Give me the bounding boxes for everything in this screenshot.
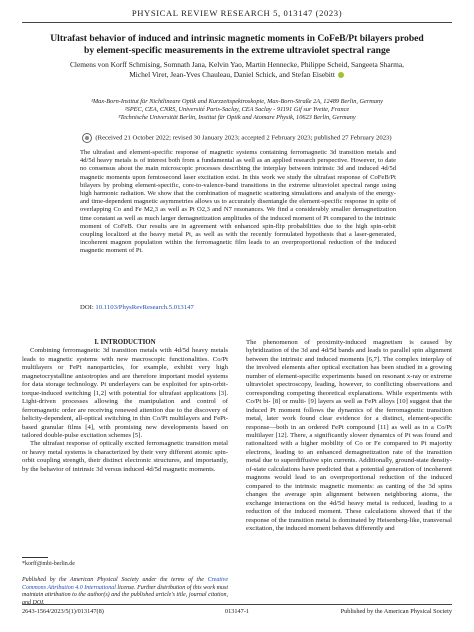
doi-line — [80, 304, 194, 311]
corresponding-email: *korff@mbi-berlin.de — [22, 561, 75, 567]
received-text: (Received 21 October 2022; revised 30 January 2023; accepted 2 February 2023; published 27 February 2023) — [95, 134, 392, 142]
intro-paragraph-1: Combining ferromagnetic 3d transition metals with 4d/5d heavy metals leads to magnetic systems with new macroscopic functionalities. Co/Pt multilayers or FePt nanoparticles, for example, exhibit very high magnetocrystalline anisotropies and are therefore important model systems for data storage technology. Pt underlayers can be exploited for spin-orbit-torque-induced switching [1,2] with potential for ultrafast applications [3]. Light-driven processes allowing the manipulation and control of ferromagnetic order are receiving renewed attention due to the discovery of helicity-dependent, all-optical switching in thin Co/Pt multilayers and FePt-based granular films [4], with promising new developments based on tailored double-pulse excitation schemes [5]. — [22, 347, 228, 439]
doi-label: DOI: — [80, 304, 94, 311]
author-list — [26, 60, 448, 79]
orcid-icon[interactable] — [338, 72, 344, 78]
license-before: Published by the American Physical Society under the terms of the — [22, 577, 208, 583]
affiliation-2: ²SPEC, CEA, CNRS, Université Paris-Saclay, CEA Saclay - 91191 Gif sur Yvette, France — [124, 106, 350, 113]
right-column — [246, 339, 452, 533]
title-line-1: Ultrafast behavior of induced and intrinsic magnetic moments in CoFeB/Pt bilayers probed — [50, 33, 424, 44]
title-line-2: by element-specific measurements in the extreme ultraviolet spectral range — [83, 44, 391, 56]
footnote-rule — [22, 557, 48, 558]
footer-issn: 2643-1564/2023/5(1)/013147(8) — [22, 608, 104, 615]
received-dates — [26, 133, 448, 143]
check-for-updates-icon[interactable] — [82, 133, 92, 143]
license-after: license. Further distribution of this work must maintain attribution to the author(s) and the published article's title, journal citation, and DOI. — [22, 584, 228, 606]
intro-paragraph-2: The ultrafast response of optically excited ferromagnetic transition metal or heavy metal systems is characterized by their very different atomic spin-orbit coupling strength, their distinct electronic structures, and importantly, by the behavior of intrinsic 3d versus induced 4d/5d magnetic moments. — [22, 440, 228, 473]
author-line-2 — [26, 70, 448, 80]
footer-rule — [22, 604, 452, 605]
author-line-2-text: Michel Viret, Jean-Yves Chauleau, Daniel Schick, and Stefan Eisebitt — [129, 69, 335, 79]
intro-paragraph-3: The phenomenon of proximity-induced magnetism is caused by hybridization of the 3d and 4d/5d bands and leads to parallel spin alignment between the intrinsic and induced moments [6,7]. The complex interplay of the involved elements after optical excitation has been studied in a growing number of element-specific experiments based on resonant x-ray or extreme ultraviolet spectroscopy, leading, however, to conflicting observations and corresponding competing theoretical explanations. While experiments with Co/Pt bi- [8] or multi- [9] layers as well as FePt alloys [10] suggest that the induced Pt moment follows the dynamics of the ferromagnetic transition metal, later work found clear evidence for a distinct, element-specific response—both in an ordered FePt compound [11] as well as in a Co/Pt multilayer [12]. There, a significantly slower dynamics of Pt was found and rationalized with a higher mobility of Co or Fe compared to Pt majority electrons, leading to an enhanced demagnetization rate of the transition metal due to superdiffusive spin currents. Additionally, ground-state density-of-state calculations have predicted that a potential generation of incoherent magnons would lead to an overproportional reduction of the induced compared to the intrinsic magnetic moments: as canting of the 3d spins changes the average spin alignment between neighboring atoms, the exchange interactions on the 4d/5d heavy metal is reduced, leading to a reduction of the induced moment. These calculations showed that if the response of the transition metal is dominated by Heisenberg-like, transversal excitation, the induced moment behaves differently and — [246, 339, 452, 532]
affiliations — [26, 98, 448, 122]
left-column — [22, 339, 228, 474]
section-heading: I. INTRODUCTION — [94, 339, 156, 346]
footer-page-number: 013147-1 — [224, 608, 250, 615]
header-rule — [22, 22, 452, 23]
license-link[interactable]: Creative Commons Attribution 4.0 International — [22, 577, 228, 591]
affiliation-3: ³Technische Universität Berlin, Institut für Optik und Atomare Physik, 10623 Berlin, Germany — [118, 114, 356, 121]
affiliation-1: ¹Max-Born-Institut für Nichtlineare Optik and Kurzzeitspektroskopie, Max-Born-Straße 2A, 12489 Berlin, Germany — [91, 98, 383, 105]
abstract: The ultrafast and element-specific response of magnetic systems containing ferromagnetic 3d transition metals and 4d/5d heavy metals is of interest both from a fundamental as well as an applied research perspective. However, to date no consensus about the main microscopic processes describing the interplay between intrinsic 3d and induced 4d/5d magnetic moments upon femtosecond laser excitation exist. In this work we study the ultrafast response of CoFeB/Pt bilayers by probing element-specific, core-to-valence-band transitions in the extreme ultraviolet spectral range using high harmonic radiation. We show that the combination of magnetic scattering simulations and analysis of the energy- and time-dependent magnetic asymmetries allows us to accurately disentangle the element-specific response in spite of overlapping Co and Fe M2,3 as well as Pt O2,3 and N7 resonances. We find a considerably smaller demagnetization time constant as well as much larger demagnetization amplitudes of the induced moment of Pt compared to the intrinsic moment of CoFeB. Our results are in agreement with enhanced spin-flip probabilities due to the high spin-orbit coupling localized at the heavy metal Pt, as well as with the recently formulated hypothesis that a laser-generated, incoherent magnon population within the ferromagnetic film leads to an overproportional reduction of the induced magnetic moment of Pt. — [80, 149, 396, 255]
license-note — [22, 577, 228, 607]
author-line-1: Clemens von Korff Schmising, Somnath Jana, Kelvin Yao, Martin Hennecke, Philippe Scheid, Sangeeta Sharma, — [69, 60, 405, 69]
article-title — [30, 33, 444, 56]
footer-publisher: Published by the American Physical Society — [340, 608, 452, 615]
doi-link[interactable]: 10.1103/PhysRevResearch.5.013147 — [95, 304, 194, 311]
journal-header: PHYSICAL REVIEW RESEARCH 5, 013147 (2023) — [131, 8, 343, 18]
